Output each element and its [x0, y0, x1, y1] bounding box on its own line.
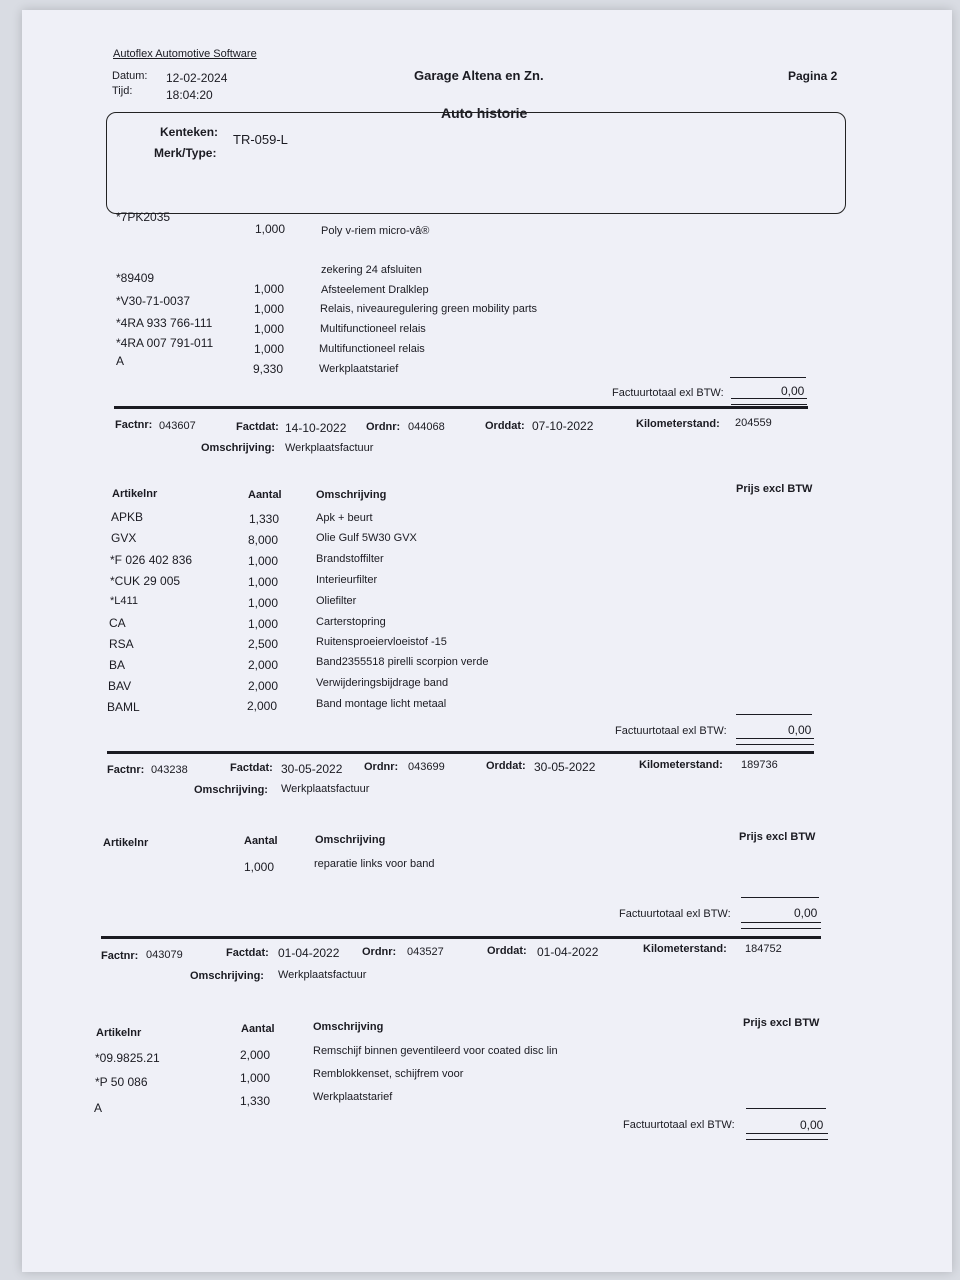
item-omschrijving: Band montage licht metaal — [316, 698, 447, 710]
factnr-label: Factnr: — [107, 764, 145, 776]
page-number: Pagina 2 — [788, 69, 838, 83]
item-aantal: 1,000 — [254, 282, 285, 296]
ordnr-label: Ordnr: — [364, 761, 399, 773]
ordnr-value: 043527 — [407, 946, 444, 958]
orddat-label: Orddat: — [487, 945, 527, 957]
tijd-label: Tijd: — [112, 85, 133, 97]
item-aantal: 1,000 — [248, 575, 279, 589]
item-aantal: 1,330 — [240, 1094, 271, 1108]
col-prijs: Prijs excl BTW — [739, 831, 816, 843]
item-omschrijving: Oliefilter — [316, 595, 357, 607]
item-omschrijving: Remschijf binnen geventileerd voor coated disc lin — [313, 1045, 558, 1057]
total-rule — [736, 714, 812, 715]
factdat-label: Factdat: — [226, 947, 269, 959]
item-artikelnr: BAML — [107, 700, 140, 714]
total-double-rule — [746, 1133, 828, 1140]
item-artikelnr: *4RA 933 766-111 — [116, 316, 213, 330]
total-rule — [746, 1108, 826, 1109]
item-aantal: 2,000 — [248, 658, 279, 672]
total-double-rule — [741, 922, 821, 929]
factdat-label: Factdat: — [230, 762, 273, 774]
item-artikelnr: GVX — [111, 531, 137, 545]
item-omschrijving: Olie Gulf 5W30 GVX — [316, 532, 417, 544]
factnr-value: 043607 — [159, 420, 196, 432]
item-artikelnr: *09.9825.21 — [95, 1051, 160, 1065]
item-omschrijving: zekering 24 afsluiten — [321, 264, 422, 276]
factnr-label: Factnr: — [101, 950, 139, 962]
total-label: Factuurtotaal exl BTW: — [623, 1119, 735, 1131]
item-artikelnr: RSA — [109, 637, 134, 651]
company-name: Garage Altena en Zn. — [414, 68, 544, 83]
total-double-rule — [736, 738, 814, 745]
datum-value: 12-02-2024 — [166, 71, 228, 85]
item-omschrijving: Multifunctioneel relais — [319, 343, 425, 355]
km-label: Kilometerstand: — [643, 943, 727, 955]
item-omschrijving: Carterstopring — [316, 616, 386, 628]
factnr-value: 043238 — [151, 764, 188, 776]
item-artikelnr: BAV — [108, 679, 132, 693]
omschrijving-label: Omschrijving: — [194, 784, 268, 796]
total-value: 0,00 — [781, 384, 805, 398]
item-aantal: 2,500 — [248, 637, 279, 651]
orddat-label: Orddat: — [485, 420, 525, 432]
invoice-separator — [101, 936, 821, 939]
item-omschrijving: Werkplaatstarief — [313, 1091, 393, 1103]
item-aantal: 1,000 — [248, 617, 279, 631]
col-aantal: Aantal — [248, 489, 282, 501]
col-omschrijving: Omschrijving — [313, 1021, 384, 1033]
item-aantal: 1,000 — [255, 222, 286, 236]
total-double-rule — [731, 398, 807, 405]
km-label: Kilometerstand: — [636, 418, 720, 430]
total-value: 0,00 — [800, 1118, 824, 1132]
item-aantal: 1,000 — [254, 302, 285, 316]
document-title: Auto historie — [441, 105, 528, 121]
item-artikelnr: *89409 — [116, 271, 155, 285]
invoice-separator — [114, 406, 808, 409]
km-value: 184752 — [745, 943, 782, 955]
item-aantal: 1,000 — [248, 596, 279, 610]
item-artikelnr: *4RA 007 791-011 — [116, 336, 214, 350]
item-omschrijving: Afsteelement Dralklep — [321, 284, 429, 296]
omschrijving-label: Omschrijving: — [190, 970, 264, 982]
item-artikelnr: A — [94, 1101, 103, 1115]
factnr-value: 043079 — [146, 949, 183, 961]
item-omschrijving: Verwijderingsbijdrage band — [316, 677, 449, 689]
item-artikelnr: *V30-71-0037 — [116, 294, 191, 308]
item-artikelnr: *CUK 29 005 — [110, 574, 181, 588]
item-aantal: 1,000 — [240, 1071, 271, 1085]
item-artikelnr: BA — [109, 658, 126, 672]
item-aantal: 1,000 — [244, 860, 275, 874]
factdat-value: 30-05-2022 — [281, 762, 343, 776]
km-label: Kilometerstand: — [639, 759, 723, 771]
total-rule — [730, 377, 806, 378]
factnr-label: Factnr: — [115, 419, 153, 431]
factdat-value: 01-04-2022 — [278, 946, 340, 960]
ordnr-value: 043699 — [408, 761, 445, 773]
item-aantal: 1,330 — [249, 512, 280, 526]
item-omschrijving: Brandstoffilter — [316, 553, 384, 565]
omschrijving-value: Werkplaatsfactuur — [278, 969, 367, 981]
col-artikelnr: Artikelnr — [103, 837, 149, 849]
km-value: 189736 — [741, 759, 778, 771]
item-artikelnr: CA — [109, 616, 126, 630]
item-aantal: 1,000 — [248, 554, 279, 568]
ordnr-label: Ordnr: — [362, 946, 397, 958]
item-aantal: 9,330 — [253, 362, 284, 376]
item-aantal: 1,000 — [254, 322, 285, 336]
total-value: 0,00 — [788, 723, 812, 737]
software-name: Autoflex Automotive Software — [113, 48, 257, 60]
item-omschrijving: Multifunctioneel relais — [320, 323, 426, 335]
col-aantal: Aantal — [244, 835, 278, 847]
col-artikelnr: Artikelnr — [96, 1027, 142, 1039]
item-artikelnr: *7PK2035 — [116, 210, 171, 224]
total-label: Factuurtotaal exl BTW: — [615, 725, 727, 737]
col-prijs: Prijs excl BTW — [736, 483, 813, 495]
item-aantal: 2,000 — [247, 699, 278, 713]
item-omschrijving: Apk + beurt — [316, 512, 373, 524]
kenteken-label: Kenteken: — [160, 125, 219, 139]
col-prijs: Prijs excl BTW — [743, 1017, 820, 1029]
factdat-label: Factdat: — [236, 421, 279, 433]
item-omschrijving: Interieurfilter — [316, 574, 378, 586]
orddat-value: 07-10-2022 — [532, 419, 594, 433]
item-aantal: 2,000 — [240, 1048, 271, 1062]
datum-label: Datum: — [112, 70, 148, 82]
item-artikelnr: *P 50 086 — [95, 1075, 148, 1089]
total-value: 0,00 — [794, 906, 818, 920]
item-omschrijving: Werkplaatstarief — [319, 363, 399, 375]
item-omschrijving: Band2355518 pirelli scorpion verde — [316, 656, 489, 668]
orddat-value: 30-05-2022 — [534, 760, 596, 774]
omschrijving-label: Omschrijving: — [201, 442, 275, 454]
tijd-value: 18:04:20 — [166, 88, 213, 102]
total-label: Factuurtotaal exl BTW: — [619, 908, 731, 920]
omschrijving-value: Werkplaatsfactuur — [281, 783, 370, 795]
merk-type-label: Merk/Type: — [154, 146, 217, 160]
item-artikelnr: APKB — [111, 510, 144, 524]
total-label: Factuurtotaal exl BTW: — [612, 387, 724, 399]
ordnr-label: Ordnr: — [366, 421, 401, 433]
item-artikelnr: *F 026 402 836 — [110, 553, 193, 567]
item-omschrijving: reparatie links voor band — [314, 858, 435, 870]
km-value: 204559 — [735, 417, 772, 429]
item-omschrijving: Remblokkenset, schijfrem voor — [313, 1068, 464, 1080]
item-artikelnr: A — [116, 354, 125, 368]
item-aantal: 2,000 — [248, 679, 279, 693]
col-aantal: Aantal — [241, 1023, 275, 1035]
factdat-value: 14-10-2022 — [285, 421, 347, 435]
total-rule — [741, 897, 819, 898]
col-omschrijving: Omschrijving — [315, 834, 386, 846]
item-artikelnr: *L411 — [110, 595, 138, 607]
omschrijving-value: Werkplaatsfactuur — [285, 442, 374, 454]
ordnr-value: 044068 — [408, 421, 445, 433]
item-omschrijving: Relais, niveauregulering green mobility parts — [320, 303, 538, 315]
orddat-value: 01-04-2022 — [537, 945, 599, 959]
orddat-label: Orddat: — [486, 760, 526, 772]
col-artikelnr: Artikelnr — [112, 488, 158, 500]
invoice-separator — [107, 751, 814, 754]
kenteken-value: TR-059-L — [233, 132, 288, 147]
item-aantal: 8,000 — [248, 533, 279, 547]
item-omschrijving: Ruitensproeiervloeistof -15 — [316, 636, 447, 648]
col-omschrijving: Omschrijving — [316, 489, 387, 501]
item-omschrijving: Poly v-riem micro-vâ® — [321, 225, 430, 237]
item-aantal: 1,000 — [254, 342, 285, 356]
